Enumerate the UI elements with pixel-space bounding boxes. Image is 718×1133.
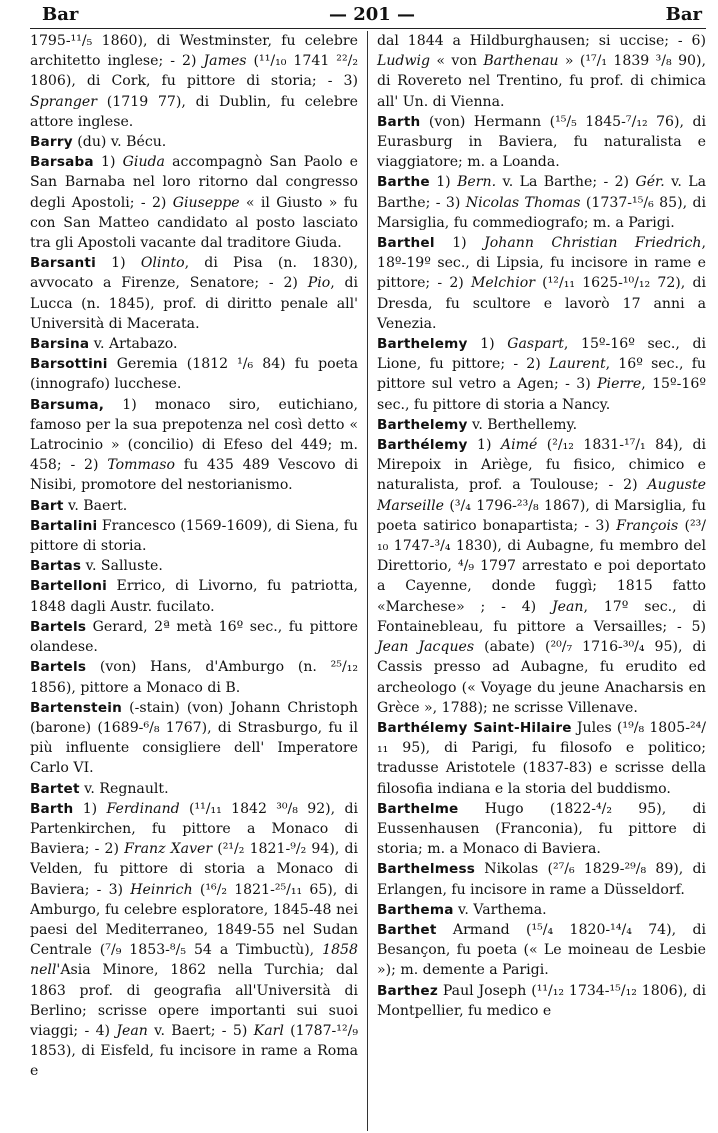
entry-text: v. Berthellemy. <box>467 416 578 433</box>
entry-text: 1) Johann Christian Friedrich, 18º-19º sec., di Lipsia, fu incisore in rame e pittore; - 2) Melchior (¹²/₁₁ 1625-¹⁰/₁₂ 72), di Dresda, fu scultore e lavorò 17 anni a Venezia. <box>377 235 706 332</box>
dictionary-entry <box>30 516 358 556</box>
entry-headword: Bartels <box>30 618 87 635</box>
dictionary-entry <box>30 779 358 799</box>
header-rule <box>30 28 706 29</box>
header-right-keyword: Bar <box>665 4 702 25</box>
entry-headword: Bartet <box>30 780 80 797</box>
entry-text: Armand (¹⁵/₄ 1820-¹⁴/₄ 74), di Besançon, fu poeta (« Le moineau de Lesbie »); m. demente a Parigi. <box>377 921 706 979</box>
entry-text: Hugo (1822-⁴/₂ 95), di Eussenhausen (Franconia), fu pittore di storia; m. a Monaco di Baviera. <box>377 800 706 858</box>
entry-headword: Barthelme <box>377 800 459 817</box>
entry-text: dal 1844 a Hildburghausen; si uccise; - 6) Ludwig « von Barthenau » (¹⁷/₁ 1839 ³/₈ 90), di Rovereto nel Trentino, fu prof. di chimica all' Un. di Vienna. <box>377 33 706 110</box>
dictionary-entry <box>30 799 358 1082</box>
dictionary-entry <box>377 718 706 799</box>
entry-headword: Barthema <box>377 901 454 918</box>
entry-headword: Barsottini <box>30 356 108 373</box>
dictionary-entry <box>30 31 358 132</box>
entry-headword: Barsanti <box>30 255 96 272</box>
entry-text: 1) Aimé (²/₁₂ 1831-¹⁷/₁ 84), di Mirepoix in Ariège, fu fisico, chimico e naturalista, prof. a Toulouse; - 2) Auguste Marseille (³/₄ 1796-²³/₈ 1867), di Marsiglia, fu poeta satirico bonapartista; - 3) François (²³/₁₀ 1747-³/₄ 1830), di Aubagne, fu membro del Direttorio, ⁴/₉ 1797 arrestato e poi deportato a Cayenne, donde fuggì; 1815 fatto «Marchese» ; - 4) Jean, 17º sec., di Fontainebleau, fu pittore a Versailles; - 5) Jean Jacques (abate) (²⁰/₇ 1716-³⁰/₄ 95), di Cassis presso ad Aubagne, fu erudito ed archeologo (« Voyage du jeune Anacharsis en Grèce », 1788); ne scrisse Villenave. <box>377 437 706 716</box>
dictionary-entry <box>30 395 358 496</box>
dictionary-entry <box>377 233 706 334</box>
entry-text: v. Regnault. <box>79 780 169 797</box>
right-column <box>368 31 706 1131</box>
dictionary-entry <box>377 920 706 981</box>
entry-headword: Bartenstein <box>30 699 122 716</box>
dictionary-entry <box>30 253 358 334</box>
dictionary-entry <box>30 152 358 253</box>
entry-text: v. Artabazo. <box>89 336 178 353</box>
dictionary-entry <box>377 900 706 920</box>
entry-text: Gerard, 2ª metà 16º sec., fu pittore olandese. <box>30 618 358 656</box>
dictionary-entry <box>377 172 706 233</box>
entry-text: (-stain) (von) Johann Christoph (barone) (1689-⁶/₈ 1767), di Strasburgo, fu il più influente consigliere dell' Imperatore Carlo VI. <box>30 699 358 777</box>
entry-headword: Barth <box>377 113 421 130</box>
dictionary-entry <box>30 698 358 779</box>
dictionary-entry <box>30 132 358 152</box>
dictionary-entry <box>30 657 358 697</box>
entry-text: Nikolas (²⁷/₆ 1829-²⁹/₈ 89), di Erlangen, fu incisore in rame a Düsseldorf. <box>377 861 706 898</box>
entry-text: v. Salluste. <box>81 558 163 575</box>
dictionary-entry <box>30 496 358 516</box>
entry-headword: Barth <box>30 800 74 817</box>
entry-headword: Bartas <box>30 558 82 575</box>
dictionary-entry <box>377 799 706 860</box>
dictionary-entry <box>377 31 706 112</box>
entry-headword: Barthelmess <box>377 861 476 878</box>
dictionary-entry <box>30 576 358 616</box>
entry-headword: Barsina <box>30 336 90 353</box>
entry-headword: Barthelemy <box>377 336 468 353</box>
entry-text: 1) Olinto, di Pisa (n. 1830), avvocato a Firenze, Senatore; - 2) Pio, di Lucca (n. 1845), prof. di diritto penale all' Università di Macerata. <box>30 255 358 332</box>
entry-text: 1) monaco siro, eutichiano, famoso per la sua prepotenza nel così detto « Latrocinio » (concilio) di Efeso del 449; m. 458; - 2) Tommaso fu 435 489 Vescovo di Nisibi, promotore del nestorianismo. <box>30 396 358 494</box>
columns <box>30 31 706 1131</box>
page-header <box>30 2 706 28</box>
entry-headword: Barsuma, <box>30 396 105 413</box>
dictionary-entry <box>30 617 358 657</box>
entry-text: (von) Hans, d'Amburgo (n. ²⁵/₁₂ 1856), pittore a Monaco di B. <box>30 659 358 696</box>
entry-text: Errico, di Livorno, fu patriotta, 1848 dagli Austr. fucilato. <box>30 578 358 615</box>
entry-headword: Barthelemy <box>377 416 468 433</box>
entry-text: Paul Joseph (¹¹/₁₂ 1734-¹⁵/₁₂ 1806), di Montpellier, fu medico e <box>377 982 706 1019</box>
entry-headword: Barthel <box>377 235 435 252</box>
entry-text: (von) Hermann (¹⁵/₅ 1845-⁷/₁₂ 76), di Eurasburg in Baviera, fu naturalista e viaggiatore; m. a Loanda. <box>377 113 706 171</box>
dictionary-entry <box>30 556 358 576</box>
dictionary-entry <box>377 859 706 899</box>
entry-text: Jules (¹⁹/₈ 1805-²⁴/₁₁ 95), di Parigi, fu filosofo e politico; tradusse Aristotele (1837-83) e scrisse della filosofia indiana e la storia del buddismo. <box>377 719 706 797</box>
entry-text: v. Baert. <box>63 497 128 514</box>
entry-text: Francesco (1569-1609), di Siena, fu pittore di storia. <box>30 517 358 555</box>
entry-text: Geremia (1812 ¹/₆ 84) fu poeta (innografo) lucchese. <box>30 356 358 393</box>
entry-headword: Barthe <box>377 174 430 191</box>
dictionary-entry <box>377 112 706 173</box>
entry-headword: Barsaba <box>30 154 94 171</box>
left-column <box>30 31 368 1131</box>
entry-text: (du) v. Bécu. <box>72 134 167 151</box>
header-left-keyword: Bar <box>42 4 79 25</box>
entry-headword: Barthet <box>377 921 437 938</box>
dictionary-entry <box>30 334 358 354</box>
dictionary-entry <box>377 981 706 1021</box>
entry-headword: Bartels <box>30 659 87 676</box>
dictionary-entry <box>377 435 706 718</box>
entry-text: 1) Giuda accompagnò San Paolo e San Barnaba nel loro ritorno dal congresso degli Apostoli; - 2) Giuseppe « il Giusto » fu con San Matteo candidato al posto lasciato tra gli Apostoli vacante dal traditore Giuda. <box>30 154 358 252</box>
entry-headword: Barthez <box>377 982 438 999</box>
entry-text: 1) Gaspart, 15º-16º sec., di Lione, fu pittore; - 2) Laurent, 16º sec., fu pittore sul vetro a Agen; - 3) Pierre, 15º-16º sec., fu pittore di storia a Nancy. <box>377 336 706 413</box>
dictionary-entry <box>377 334 706 415</box>
entry-text: v. Varthema. <box>453 901 547 918</box>
entry-headword: Bartalini <box>30 517 98 534</box>
entry-headword: Barthélemy <box>377 437 468 454</box>
entry-text: 1) Bern. v. La Barthe; - 2) Gér. v. La Barthe; - 3) Nicolas Thomas (1737-¹⁵/₆ 85), di Marsiglia, fu commediografo; m. a Parigi. <box>377 174 706 231</box>
entry-headword: Barthélemy Saint-Hilaire <box>377 719 572 736</box>
dictionary-entry <box>377 415 706 435</box>
entry-text: 1795-¹¹/₅ 1860), di Westminster, fu celebre architetto inglese; - 2) James (¹¹/₁₀ 1741 ²²/₂ 1806), di Cork, fu pittore di storia; - 3) Spranger (1719 77), di Dublin, fu celebre attore inglese. <box>30 33 359 130</box>
entry-text: 1) Ferdinand (¹¹/₁₁ 1842 ³⁰/₈ 92), di Partenkirchen, fu pittore a Monaco di Baviera; - 2) Franz Xaver (²¹/₂ 1821-⁹/₂ 94), di Velden, fu pittore di storia a Monaco di Baviera; - 3) Heinrich (¹⁶/₂ 1821-²⁵/₁₁ 65), di Amburgo, fu celebre esploratore, 1845-48 nei paesi del Mediterraneo, 1849-55 nel Sudan Centrale (⁷/₉ 1853-⁸/₅ 54 a Timbuctù), 1858 nell'Asia Minore, 1862 nella Turchia; dal 1863 prof. di geografia all'Università di Berlino; scrisse opere importanti sui suoi viaggi; - 4) Jean v. Baert; - 5) Karl (1787-¹²/₉ 1853), di Eisfeld, fu incisore in rame a Roma e <box>30 800 359 1080</box>
dictionary-entry <box>30 354 358 394</box>
page-number: — 201 — <box>328 4 416 25</box>
entry-headword: Barry <box>30 134 73 151</box>
entry-headword: Bartelloni <box>30 578 107 595</box>
entry-headword: Bart <box>30 497 64 514</box>
